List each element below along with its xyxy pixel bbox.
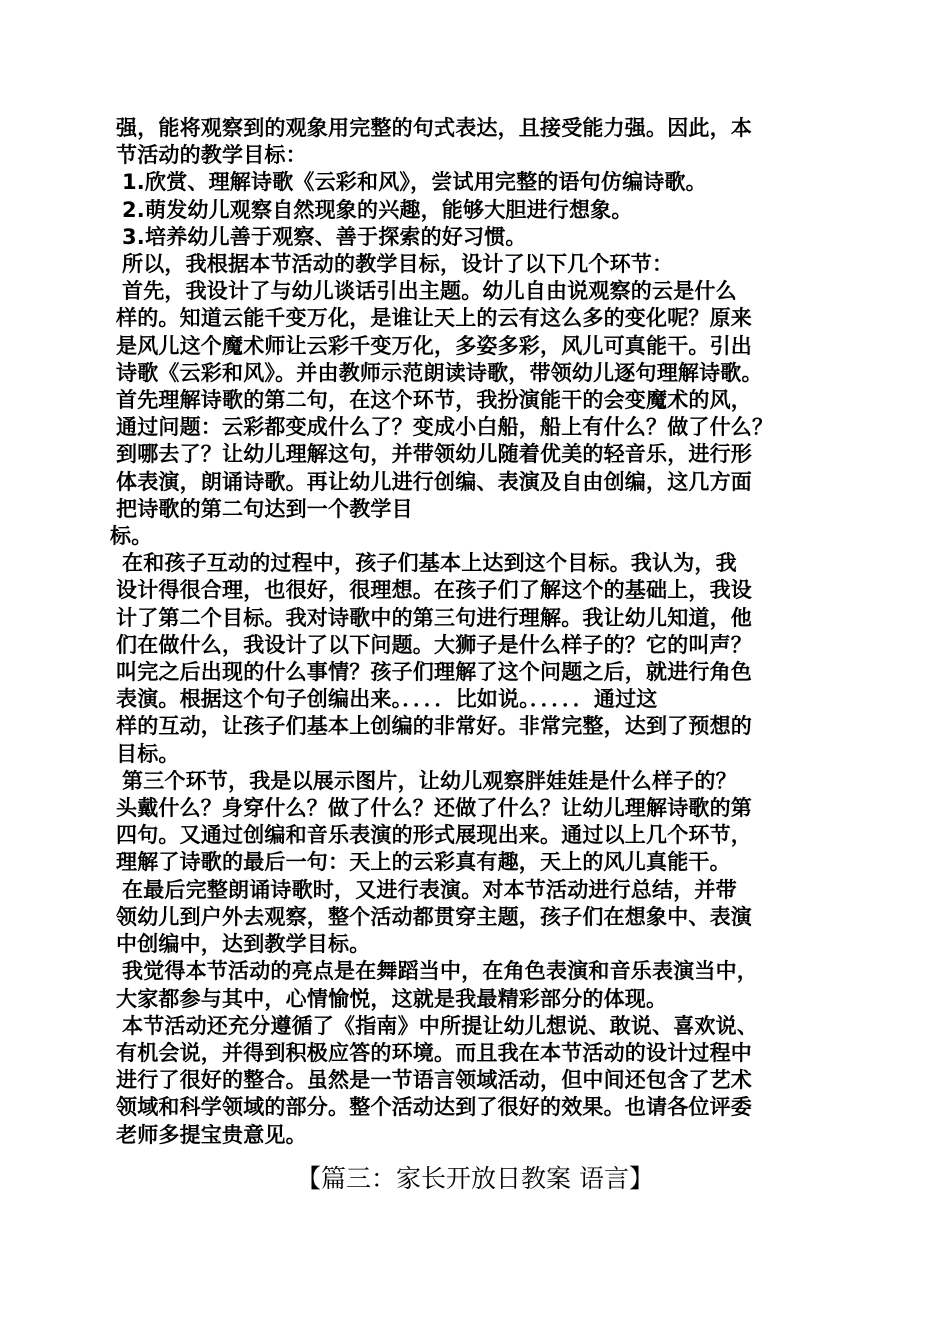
text-line: 叫完之后出现的什么事情？孩子们理解了这个问题之后，就进行角色 [116, 660, 752, 685]
text-line: 计了第二个目标。我对诗歌中的第三句进行理解。我让幼儿知道，他 [116, 605, 752, 630]
text-line: 标。 [110, 524, 153, 549]
text-line: 理解了诗歌的最后一句：天上的云彩真有趣，天上的风儿真能干。 [116, 850, 731, 875]
text-line: 体表演，朗诵诗歌。再让幼儿进行创编、表演及自由创编，这几方面 [116, 469, 752, 494]
text-line: 老师多提宝贵意见。 [116, 1122, 307, 1147]
text-line: 中创编中，达到教学目标。 [116, 932, 371, 957]
objective-item: 1.欣赏、理解诗歌《云彩和风》，尝试用完整的语句仿编诗歌。 [122, 170, 707, 195]
text-line: 诗歌《云彩和风》。并由教师示范朗读诗歌，带领幼儿逐句理解诗歌。 [116, 360, 763, 385]
text-line: 目标。 [116, 741, 180, 766]
objective-item: 2.萌发幼儿观察自然现象的兴趣，能够大胆进行想象。 [122, 197, 633, 222]
text-line: 大家都参与其中，心情愉悦，这就是我最精彩部分的体现。 [116, 986, 668, 1011]
text-line: 有机会说，并得到积极应答的环境。而且我在本节活动的设计过程中 [116, 1040, 752, 1065]
text-line: 设计得很合理，也很好，很理想。在孩子们了解这个的基础上，我设 [116, 578, 752, 603]
text-line: 节活动的教学目标： [116, 143, 307, 168]
text-line: 本节活动还充分遵循了《指南》中所提让幼儿想说、敢说、喜欢说、 [122, 1013, 758, 1038]
text-line: 领幼儿到户外去观察，整个活动都贯穿主题，孩子们在想象中、表演 [116, 904, 752, 929]
text-line: 们在做什么，我设计了以下问题。大狮子是什么样子的？它的叫声？ [116, 632, 752, 657]
text-line: 把诗歌的第二句达到一个教学目 [116, 496, 413, 521]
text-line: 在最后完整朗诵诗歌时，又进行表演。对本节活动进行总结，并带 [122, 877, 737, 902]
text-line: 通过问题：云彩都变成什么了？变成小白船，船上有什么？做了什么？ [116, 415, 774, 440]
text-line: 我觉得本节活动的亮点是在舞蹈当中，在角色表演和音乐表演当中， [122, 959, 758, 984]
text-line: 领域和科学领域的部分。整个活动达到了很好的效果。也请各位评委 [116, 1095, 752, 1120]
text-line: 样的互动，让孩子们基本上创编的非常好。非常完整，达到了预想的 [116, 714, 752, 739]
text-line: 到哪去了？让幼儿理解这句，并带领幼儿随着优美的轻音乐，进行形 [116, 442, 752, 467]
text-line: 强，能将观察到的观象用完整的句式表达，且接受能力强。因此，本 [116, 116, 752, 140]
section-heading: 【篇三：家长开放日教案 语言】 [296, 1164, 654, 1193]
objective-item: 3.培养幼儿善于观察、善于探索的好习惯。 [122, 224, 527, 249]
document-body [110, 115, 856, 1149]
text-line: 四句。又通过创编和音乐表演的形式展现出来。通过以上几个环节， [116, 823, 752, 848]
text-line: 进行了很好的整合。虽然是一节语言领域活动，但中间还包含了艺术 [116, 1068, 752, 1093]
text-line: 是风儿这个魔术师让云彩千变万化，多姿多彩，风儿可真能干。引出 [116, 333, 752, 358]
text-line: 样的。知道云能千变万化，是谁让天上的云有这么多的变化呢？原来 [116, 306, 752, 331]
text-line: 头戴什么？身穿什么？做了什么？还做了什么？让幼儿理解诗歌的第 [116, 796, 752, 821]
text-line: 第三个环节，我是以展示图片，让幼儿观察胖娃娃是什么样子的？ [122, 768, 737, 793]
text-line: 表演。根据这个句子创编出来。．．．．比如说。．．．．．通过这 [116, 687, 658, 712]
text-line: 所以，我根据本节活动的教学目标，设计了以下几个环节： [122, 252, 674, 277]
text-line: 首先理解诗歌的第二句，在这个环节，我扮演能干的会变魔术的风， [116, 388, 752, 413]
text-line: 首先，我设计了与幼儿谈话引出主题。幼儿自由说观察的云是什么 [122, 279, 737, 304]
text-line: 在和孩子互动的过程中，孩子们基本上达到这个目标。我认为，我 [122, 551, 737, 576]
